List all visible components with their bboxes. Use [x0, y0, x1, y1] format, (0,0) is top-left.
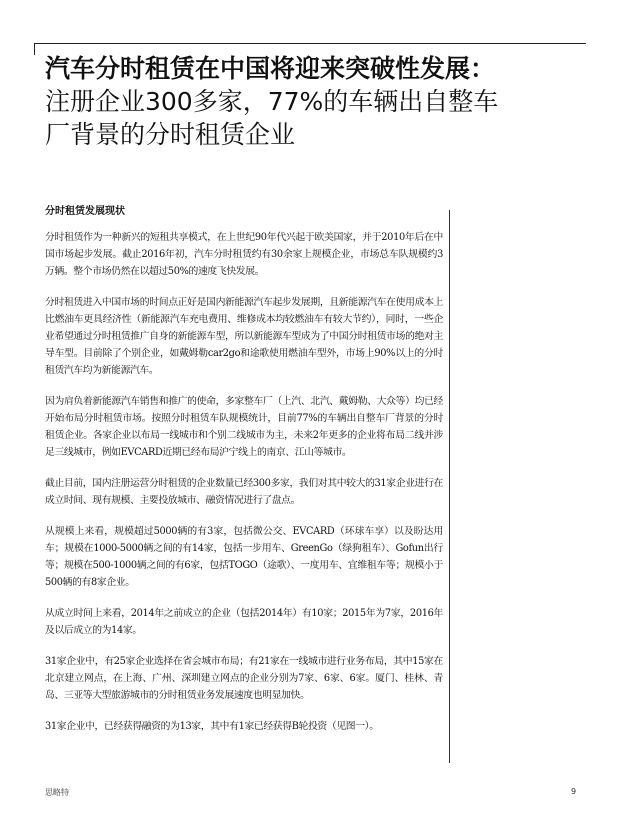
title-sub-line-2: 厂背景的分时租赁企业: [45, 120, 296, 149]
paragraph-automakers: 因为肩负着新能源汽车销售和推广的使命，多家整车厂（上汽、北汽、戴姆勒、大众等）均已经开始布局分时租赁市场。按照分时租赁车队规模统计，目前77%的车辆出自整车厂背景的分时租赁企业。各家企业以布局一线城市和个别二线城市为主，未来2年更多的企业将布局二线并涉足三线城市，例如EVCARD近期已经布局沪宁线上的南京、江山等城市。: [45, 396, 443, 458]
title-sub-line-1: 注册企业300多家，77%的车辆出自整车: [45, 87, 499, 116]
paragraph-city-layout: 31家企业中，有25家企业选择在省会城市布局；有21家在一线城市进行业务布局，其中15家在北京建立网点，在上海、广州、深圳建立网点的企业分别为7家、6家、6家。厦门、桂林、青岛、三亚等大型旅游城市的分时租赁业务发展速度也明显加快。: [45, 656, 443, 701]
footer-brand: 思略特: [45, 788, 69, 797]
paragraph-financing: 31家企业中，已经获得融资的为13家，其中有1家已经获得B轮投资（见图一）。: [45, 721, 379, 732]
paragraph-scale: 从规模上来看，规模超过5000辆的有3家，包括微公交、EVCARD（环球车享）以及盼达用车；规模在1000-5000辆之间的有14家，包括一步用车、GreenGo（绿狗租车）、Gofun出行等；规模在500-1000辆之间的有6家，包括TOGO（途歌）、一度用车、宜维租车等；规模小于500辆的有8家企业。: [45, 526, 443, 588]
page-number: 9: [571, 787, 577, 796]
paragraph-founding-time: 从成立时间上来看，2014年之前成立的企业（包括2014年）有10家；2015年为7家，2016年及以后成立的为14家。: [45, 608, 443, 636]
title-main-line: 汽车分时租赁在中国将迎来突破性发展：: [45, 54, 496, 83]
paragraph-new-energy: 分时租赁进入中国市场的时间点正好是国内新能源汽车起步发展期，且新能源汽车在使用成本上比燃油车更具经济性（新能源汽车充电费用、维修成本均较燃油车有较大节约），同时，一些企业希望通过分时租赁推广自身的新能源车型，所以新能源车型成为了中国分时租赁市场的绝对主导车型。目前除了个别企业，如戴姆勒car2go和途歌使用燃油车型外，市场上90%以上的分时租赁汽车均为新能源汽车。: [45, 297, 443, 376]
main-text-column: [45, 205, 443, 749]
corner-rule-vertical: [34, 43, 35, 55]
section-heading: 分时租赁发展现状: [45, 206, 125, 217]
page-title: [45, 52, 590, 151]
column-divider: [449, 210, 450, 763]
paragraph-registered-companies: 截止目前，国内注册运营分时租赁的企业数量已经300多家，我们对其中较大的31家企业进行在成立时间、现有规模、主要投放城市、融资情况进行了盘点。: [45, 478, 443, 506]
paragraph-intro: 分时租赁作为一种新兴的短租共享模式，在上世纪90年代兴起于欧美国家，并于2010年后在中国市场起步发展。截止2016年初，汽车分时租赁约有30余家上规模企业，市场总车队规模约3万辆。整个市场仍然在以超过50%的速度飞快发展。: [45, 232, 443, 277]
corner-rule-horizontal: [34, 43, 586, 44]
